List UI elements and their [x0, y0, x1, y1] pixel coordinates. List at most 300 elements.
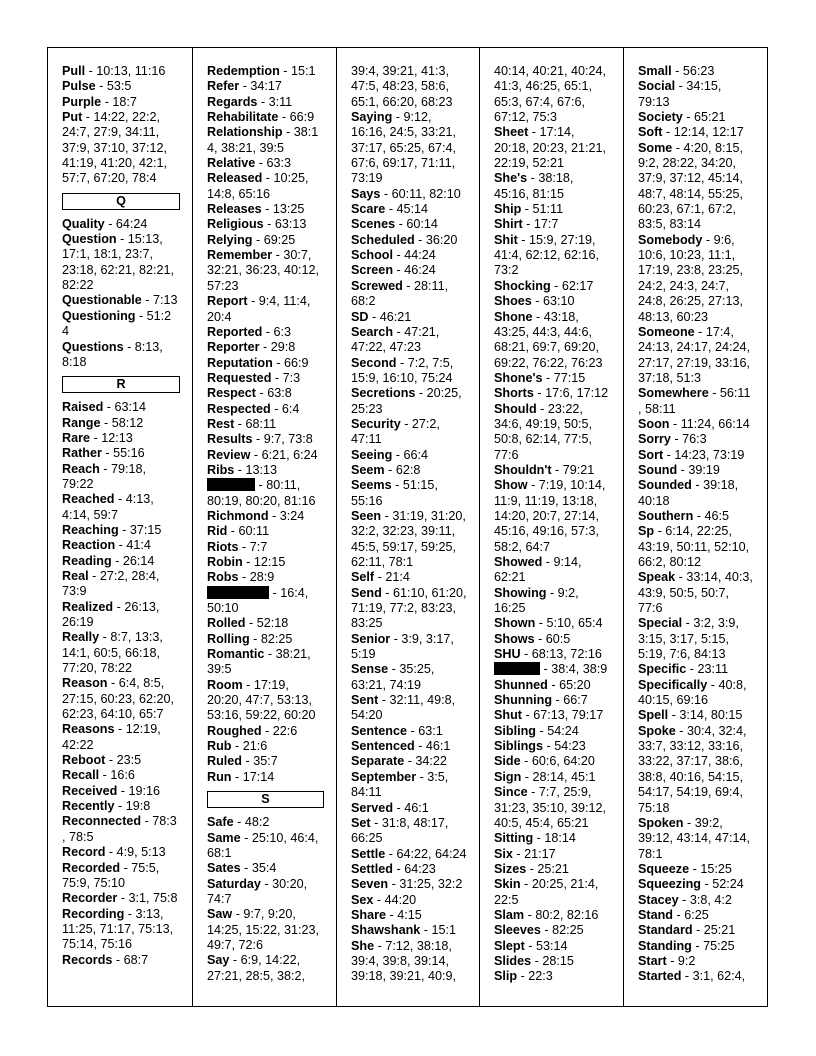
index-entry: Slept - 53:14 [494, 938, 568, 953]
index-term: Shunning [494, 693, 553, 708]
index-entry: Some - 4:20, 8:15, 9:2, 28:22, 34:20, 37:9, 37:12, 45:14, 48:7, 48:14, 55:25, 60:23, 67:1, 67:2, 83:5, 83:14 [638, 140, 744, 232]
index-term: Shows [494, 631, 535, 646]
page-line-refs: 3:9, 3:17, 5:19 [351, 631, 454, 662]
index-entry: Reconnected - 78:3 , 78:5 [62, 814, 177, 844]
page-line-refs: 44:24 [404, 248, 436, 263]
index-term: Requested [207, 370, 272, 385]
index-term: Small [638, 64, 672, 78]
index-entry: Safe - 48:2 [207, 815, 270, 830]
index-entry: Spell - 3:14, 80:15 [638, 708, 743, 723]
page-line-refs: 27:2, 47:11 [351, 416, 440, 447]
page-line-refs: 20:25, 21:4, 22:5 [494, 877, 599, 907]
index-term: Started [638, 969, 682, 984]
index-entry: Refer - 34:17 [207, 79, 282, 94]
index-term: Reach [62, 461, 100, 476]
index-term: Shunned [494, 677, 548, 692]
index-entry: Recently - 19:8 [62, 799, 151, 814]
index-entry: Shunning - 66:7 [494, 693, 588, 708]
index-entry: Releases - 13:25 [207, 202, 305, 217]
page-line-refs: 38:18, 45:16, 81:15 [494, 171, 574, 201]
index-term: Room [207, 677, 243, 692]
index-entry: Relative - 63:3 [207, 156, 292, 171]
index-entry: Relying - 69:25 [207, 232, 296, 247]
page-line-refs: 60:14 [406, 217, 438, 232]
index-entry: Raised - 63:14 [62, 400, 147, 415]
page-line-refs: 17:7 [533, 217, 559, 232]
page-line-refs: 3:2, 3:9, 3:15, 3:17, 5:15, 5:19, 7:6, 84:13 [638, 616, 739, 662]
page-line-refs: 60:11 [238, 524, 270, 539]
page-line-refs: 3:1, 62:4, [692, 969, 746, 984]
index-entry: Soon - 11:24, 66:14 [638, 416, 750, 431]
page-line-refs: 33:14, 40:3, 43:9, 50:5, 50:7, 77:6 [638, 570, 753, 616]
index-term: Reasons [62, 722, 115, 737]
index-term: Sex [351, 892, 374, 907]
index-entry: Romantic - 38:21, 39:5 [207, 647, 311, 677]
index-entry: Requested - 7:3 [207, 370, 301, 385]
index-page-frame [47, 47, 768, 1007]
index-entry: Specific - 23:11 [638, 662, 729, 677]
index-term: Shoes [494, 294, 532, 309]
index-entry: Questioning - 51:2 4 [62, 308, 172, 339]
page-line-refs: 82:25 [552, 923, 584, 938]
index-term: Releases [207, 202, 262, 217]
page-line-refs: 16:4, 50:10 [207, 585, 309, 616]
index-entry: Side - 60:6, 64:20 [494, 754, 595, 769]
page-line-refs: 39:4, 39:21, 41:3, 47:5, 48:23, 58:6, 65:1, 66:20, 68:23 [351, 64, 453, 109]
index-term: Reading [62, 553, 112, 568]
index-column-4 [480, 48, 624, 1006]
index-term: Shirt [494, 217, 523, 232]
index-entry: Robs - 28:9 [207, 570, 275, 585]
index-term: Range [62, 415, 101, 430]
index-entry: Seeing - 66:4 [351, 447, 429, 462]
index-term: Sorry [638, 432, 671, 447]
page-line-refs: 63:1 [418, 723, 443, 738]
index-term: Reboot [62, 753, 106, 768]
page-line-refs: 45:14 [396, 202, 429, 217]
page-line-refs: 15:25 [700, 861, 732, 876]
index-entry: Released - 10:25, 14:8, 65:16 [207, 171, 309, 201]
index-entry: Skin - 20:25, 21:4, 22:5 [494, 877, 599, 907]
index-term: Respect [207, 386, 256, 401]
index-entry: Reaching - 37:15 [62, 522, 162, 537]
index-term: Sentence [351, 723, 407, 738]
index-entry: Rather - 55:16 [62, 446, 145, 461]
index-entry: Respected - 6:4 [207, 401, 300, 416]
index-entry: Shown - 5:10, 65:4 [494, 616, 603, 631]
page-line-refs: 8:13, 8:18 [62, 339, 163, 369]
page-line-refs: 53:14 [536, 938, 568, 953]
index-entry: Record - 4:9, 5:13 [62, 845, 166, 860]
index-entry: Sign - 28:14, 45:1 [494, 769, 596, 784]
index-term: She's [494, 171, 528, 186]
index-term: Standing [638, 938, 692, 953]
page-line-refs: 58:12 [111, 415, 144, 430]
index-term: Seen [351, 508, 382, 523]
page-line-refs: 21:17 [524, 846, 556, 861]
page-line-refs: 41:4 [126, 538, 151, 553]
index-term: Religious [207, 217, 264, 232]
page-line-refs: 3:1, 75:8 [128, 891, 178, 906]
index-term: Showed [494, 555, 543, 569]
index-term: Sounded [638, 478, 692, 493]
index-entry: Showing - 9:2, 16:25 [494, 585, 579, 616]
page-line-refs: 9:7, 9:20, 14:25, 15:22, 31:23, 49:7, 72:6 [207, 907, 320, 952]
index-term: Shut [494, 708, 522, 723]
index-term: Say [207, 953, 230, 968]
index-term: Secretions [351, 386, 416, 401]
page-line-refs: 17:14, 20:18, 20:23, 21:21, 22:19, 52:21 [494, 125, 607, 171]
index-entry: Seven - 31:25, 32:2 [351, 877, 463, 892]
page-line-refs: 6:3 [273, 324, 291, 339]
page-line-refs: 28:9 [249, 570, 275, 585]
index-entry: Search - 47:21, 47:22, 47:23 [351, 324, 440, 355]
page-line-refs: 17:19, 20:20, 47:7, 53:13, 53:16, 59:22, 60:20 [207, 677, 316, 723]
index-entry: Small - 56:23 [638, 64, 715, 78]
index-entry: Rid - 60:11 [207, 524, 270, 539]
index-entry: Specifically - 40:8, 40:15, 69:16 [638, 677, 747, 708]
index-entry: Sp - 6:14, 22:25, 43:19, 50:11, 52:10, 66:2, 80:12 [638, 524, 750, 569]
index-term: Send [351, 585, 382, 600]
section-letter-r: R [62, 376, 180, 393]
index-term: Six [494, 846, 513, 861]
page-line-refs: 6:9, 14:22, 27:21, 28:5, 38:2, [207, 953, 306, 983]
index-entry: Settle - 64:22, 64:24 [351, 846, 467, 861]
index-entry: Say - 6:9, 14:22, 27:21, 28:5, 38:2, [207, 953, 306, 983]
page-line-refs: 4:20, 8:15, 9:2, 28:22, 34:20, 37:9, 37:12, 45:14, 48:7, 48:14, 55:25, 60:23, 67:1, 67:2, 83:5, 83:14 [638, 140, 744, 232]
index-entry: Says - 60:11, 82:10 [351, 186, 461, 201]
index-term: Speak [638, 570, 676, 585]
page-line-refs: 22:6 [272, 723, 298, 738]
index-term: Skin [494, 877, 521, 892]
index-entry: Saturday - 30:20, 74:7 [207, 876, 308, 906]
index-term: Served [351, 800, 394, 815]
index-term: Regards [207, 94, 258, 109]
page-line-refs: 66:9 [283, 355, 309, 370]
index-entry: Sizes - 25:21 [494, 861, 569, 876]
page-line-refs: 66:7 [563, 693, 588, 708]
page-line-refs: 53:5 [106, 79, 132, 94]
index-term: Quality [62, 216, 105, 231]
index-column-2 [193, 48, 337, 1006]
index-entry: - 80:11, 80:19, 80:20, 81:16 [207, 478, 316, 508]
index-entry: Someone - 17:4, 24:13, 24:17, 24:24, 27:17, 27:19, 33:16, 37:18, 51:3 [638, 324, 751, 385]
index-entry: Speak - 33:14, 40:3, 43:9, 50:5, 50:7, 77:6 [638, 570, 753, 616]
index-term: Set [351, 815, 371, 830]
page-line-refs: 36:20 [425, 232, 458, 247]
page-line-refs: 3:11 [268, 94, 293, 109]
index-entry: Report - 9:4, 11:4, 20:4 [207, 294, 311, 324]
page-line-refs: 38:1 4, 38:21, 39:5 [207, 125, 319, 155]
index-term: Respected [207, 401, 271, 416]
page-line-refs: 9:6, 10:6, 10:23, 11:1, 17:19, 23:8, 23:25, 24:2, 24:3, 24:7, 24:8, 26:25, 27:13, 48:13, 60:23 [638, 232, 744, 324]
index-term: Soon [638, 416, 670, 431]
index-entry: Screwed - 28:11, 68:2 [351, 278, 449, 309]
index-entry: Scheduled - 36:20 [351, 232, 458, 247]
index-term: Sibling [494, 723, 536, 738]
index-term: Seems [351, 478, 392, 493]
index-entry: Stacey - 3:8, 4:2 [638, 892, 732, 907]
page-line-refs: 9:2, 16:25 [494, 585, 579, 616]
index-term: Recall [62, 768, 100, 783]
index-entry: Purple - 18:7 [62, 94, 137, 109]
index-term: Recorder [62, 891, 118, 906]
index-entry: Stand - 6:25 [638, 907, 709, 922]
index-term: Squeezing [638, 877, 701, 892]
index-entry: Recall - 16:6 [62, 768, 135, 783]
page-line-refs: 79:18, 79:22 [62, 461, 147, 491]
index-term: Reason [62, 676, 108, 691]
index-term: Separate [351, 754, 405, 769]
index-term: Scenes [351, 217, 396, 232]
index-entry: Spoken - 39:2, 39:12, 43:14, 47:14, 78:1 [638, 815, 751, 861]
page-line-refs: 56:11 , 58:11 [638, 386, 751, 416]
index-entry: Really - 8:7, 13:3, 14:1, 60:5, 66:18, 77:20, 78:22 [62, 630, 163, 676]
page-line-refs: 12:13 [101, 430, 133, 445]
index-entry: Results - 9:7, 73:8 [207, 432, 313, 447]
page-line-refs: 51:2 4 [62, 308, 172, 339]
index-term: Roughed [207, 723, 262, 738]
page-line-refs: 63:13 [274, 217, 307, 232]
page-line-refs: 38:21, 39:5 [207, 647, 311, 677]
index-entry: Since - 7:7, 25:9, 31:23, 35:10, 39:12, 40:5, 45:4, 65:21 [494, 785, 607, 830]
page-line-refs: 4:9, 5:13 [116, 845, 166, 860]
page-line-refs: 65:21 [694, 110, 726, 125]
index-term: Reached [62, 492, 115, 507]
index-term: Released [207, 171, 263, 186]
page-line-refs: 21:6 [242, 739, 268, 754]
index-term: Spell [638, 708, 669, 723]
page-line-refs: 66:9 [289, 110, 315, 125]
index-term: Realized [62, 599, 114, 614]
index-entry: Rare - 12:13 [62, 430, 133, 445]
page-line-refs: 63:14 [114, 400, 147, 415]
index-term: Says [351, 186, 381, 201]
page-line-refs: 34:15, 79:13 [638, 79, 722, 109]
index-term: Seeing [351, 447, 393, 462]
index-term: Show [494, 478, 528, 493]
index-term: Scare [351, 202, 386, 217]
index-term: Stand [638, 907, 673, 922]
index-term: Spoke [638, 723, 676, 738]
index-entry: Relationship - 38:1 4, 38:21, 39:5 [207, 125, 319, 155]
page-line-refs: 28:11, 68:2 [351, 278, 449, 309]
page-line-refs: 18:14 [544, 831, 576, 846]
index-term: Settled [351, 861, 393, 876]
page-line-refs: 9:4, 11:4, 20:4 [207, 294, 311, 324]
index-term: Pulse [62, 79, 96, 94]
page-line-refs: 35:4 [251, 861, 277, 876]
page-line-refs: 4:13, 4:14, 59:7 [62, 492, 154, 522]
index-term: Sitting [494, 831, 534, 846]
page-line-refs: 21:4 [385, 570, 410, 585]
index-entry: Saying - 9:12, 16:16, 24:5, 33:21, 37:17, 65:25, 67:4, 67:6, 69:17, 71:11, 73:19 [351, 110, 457, 186]
page-line-refs: 47:21, 47:22, 47:23 [351, 324, 440, 355]
index-term: Real [62, 568, 89, 583]
index-entry: Standing - 75:25 [638, 938, 735, 953]
index-entry: Pull - 10:13, 11:16 [62, 64, 166, 78]
index-term: Shown [494, 616, 536, 631]
page-line-refs: 10:25, 14:8, 65:16 [207, 171, 309, 201]
index-term: Put [62, 110, 83, 125]
index-term: Somewhere [638, 386, 709, 401]
index-term: Results [207, 432, 253, 447]
page-line-refs: 5:10, 65:4 [546, 616, 603, 631]
index-term: Redemption [207, 64, 280, 78]
page-line-refs: 15:9, 27:19, 41:4, 62:12, 62:16, 73:2 [494, 232, 600, 278]
index-entry: Question - 15:13, 17:1, 18:1, 23:7, 23:18, 62:21, 82:21, 82:22 [62, 232, 175, 293]
index-term: Purple [62, 94, 102, 109]
index-entry: Sitting - 18:14 [494, 831, 576, 846]
page-line-refs: 12:19, 42:22 [62, 722, 161, 752]
index-entry: Set - 31:8, 48:17, 66:25 [351, 815, 449, 846]
index-term: Specific [638, 662, 687, 677]
page-line-refs: 3:8, 4:2 [689, 892, 732, 907]
index-term: Sizes [494, 861, 527, 876]
index-term: Side [494, 754, 521, 769]
index-entry: Society - 65:21 [638, 110, 726, 125]
index-entry: Reasons - 12:19, 42:22 [62, 722, 161, 752]
index-entry: Received - 19:16 [62, 783, 161, 798]
index-entry: Should - 23:22, 34:6, 49:19, 50:5, 50:8, 62:14, 77:5, 77:6 [494, 401, 593, 462]
page-line-refs: 75:25 [703, 938, 735, 953]
index-term: Safe [207, 815, 234, 830]
page-line-refs: 9:2 [677, 953, 696, 968]
index-term: Shawshank [351, 923, 421, 938]
index-entry: Security - 27:2, 47:11 [351, 416, 440, 447]
index-term: Special [638, 616, 683, 631]
page-line-refs: 64:24 [115, 216, 148, 231]
page-line-refs: 63:3 [266, 156, 292, 171]
index-entry: Sex - 44:20 [351, 892, 417, 907]
index-entry: Screen - 46:24 [351, 263, 436, 278]
index-term: Sent [351, 693, 379, 708]
index-entry: Settled - 64:23 [351, 861, 436, 876]
page-line-refs: 52:24 [712, 877, 744, 892]
index-entry: SD - 46:21 [351, 309, 412, 324]
index-term: Rid [207, 524, 228, 539]
index-term: Share [351, 907, 387, 922]
index-entry: Rest - 68:11 [207, 416, 277, 431]
page-line-refs: 51:15, 55:16 [351, 478, 438, 508]
index-entry: Seems - 51:15, 55:16 [351, 478, 438, 508]
page-line-refs: 7:13 [152, 293, 178, 308]
index-entry: Regards - 3:11 [207, 94, 293, 109]
page-line-refs: 62:8 [395, 462, 421, 477]
page-line-refs: 11:24, 66:14 [680, 416, 750, 431]
page-line-refs: 19:16 [128, 783, 161, 798]
index-term: Rehabilitate [207, 110, 279, 125]
page-line-refs: 28:15 [542, 953, 574, 968]
index-term: Reputation [207, 355, 273, 370]
index-term: Riots [207, 539, 239, 554]
index-term: Questionable [62, 293, 142, 308]
page-line-refs: 80:11, 80:19, 80:20, 81:16 [207, 478, 316, 508]
redaction-bar [207, 478, 255, 491]
redaction-bar [207, 586, 269, 599]
index-entry: Reaction - 41:4 [62, 538, 151, 553]
page-line-refs: 30:20, 74:7 [207, 876, 308, 906]
index-term: September [351, 769, 417, 784]
index-entry: Seen - 31:19, 31:20, 32:2, 32:23, 39:11, 45:5, 59:17, 59:25, 62:11, 78:1 [351, 508, 466, 569]
index-entry: Review - 6:21, 6:24 [207, 447, 318, 462]
index-term: Rolled [207, 616, 246, 631]
index-term: Reaction [62, 538, 116, 553]
index-term: Rather [62, 446, 102, 461]
index-entry: Shouldn't - 79:21 [494, 462, 595, 477]
index-term: Slam [494, 907, 525, 922]
index-term: Reconnected [62, 814, 142, 829]
index-term: Sp [638, 524, 655, 539]
page-line-refs: 19:8 [125, 799, 151, 814]
page-line-refs: 78:3 , 78:5 [62, 814, 177, 844]
index-term: Saying [351, 110, 393, 125]
index-term: Security [351, 416, 401, 431]
index-term: Slides [494, 953, 532, 968]
index-entry: Questions - 8:13, 8:18 [62, 339, 163, 369]
page-line-refs: 25:10, 46:4, 68:1 [207, 830, 319, 860]
index-entry: Realized - 26:13, 26:19 [62, 599, 160, 629]
index-term: Pull [62, 64, 86, 78]
index-term: Recorded [62, 860, 121, 875]
index-entry: Reason - 6:4, 8:5, 27:15, 60:23, 62:20, 62:23, 64:10, 65:7 [62, 676, 175, 722]
index-entry: Ribs - 13:13 [207, 462, 278, 477]
index-term: Shouldn't [494, 462, 552, 477]
index-term: Some [638, 140, 673, 155]
page-line-refs: 13:13 [245, 462, 278, 477]
index-term: Reaching [62, 522, 119, 537]
page-line-refs: 43:18, 43:25, 44:3, 44:6, 68:21, 69:7, 69:20, 69:22, 76:22, 76:23 [494, 309, 603, 370]
page-line-refs: 52:18 [256, 616, 289, 631]
index-term: Records [62, 952, 113, 967]
index-entry: Robin - 12:15 [207, 555, 286, 569]
index-term: Shone [494, 309, 533, 324]
index-term: Sheet [494, 125, 529, 140]
redaction-bar [494, 662, 540, 675]
index-term: Sentenced [351, 739, 415, 754]
page-line-refs: 44:20 [384, 892, 417, 907]
index-term: Rare [62, 430, 91, 445]
index-entry: Saw - 9:7, 9:20, 14:25, 15:22, 31:23, 49:7, 72:6 [207, 907, 320, 952]
index-term: Questioning [62, 308, 136, 323]
index-entry: Second - 7:2, 7:5, 15:9, 16:10, 75:24 [351, 355, 454, 385]
index-entry: Sates - 35:4 [207, 861, 277, 876]
page-line-refs: 9:14, 62:21 [494, 555, 582, 585]
page-line-refs: 3:5, 84:11 [351, 769, 449, 800]
index-entry: Sounded - 39:18, 40:18 [638, 478, 739, 508]
page-line-refs: 12:15 [253, 555, 286, 569]
index-entry: She's - 38:18, 45:16, 81:15 [494, 171, 574, 201]
page-line-refs: 23:11 [697, 662, 729, 677]
index-entry: Shit - 15:9, 27:19, 41:4, 62:12, 62:16, 73:2 [494, 232, 600, 278]
page-line-refs: 38:4, 38:9 [551, 662, 608, 677]
page-line-refs: 31:25, 32:2 [399, 877, 463, 892]
index-term: Should [494, 401, 537, 416]
index-term: Relationship [207, 125, 283, 140]
index-entry: Shone's - 77:15 [494, 370, 586, 385]
index-entry: Six - 21:17 [494, 846, 556, 861]
index-term: SHU [494, 647, 521, 662]
index-entry: Sort - 14:23, 73:19 [638, 447, 745, 462]
index-entry: Roughed - 22:6 [207, 723, 298, 738]
page-line-refs: 13:25 [272, 202, 305, 217]
index-entry: Slip - 22:3 [494, 969, 553, 984]
index-entry: Shunned - 65:20 [494, 677, 591, 692]
index-entry: Self - 21:4 [351, 570, 410, 585]
index-entry [351, 64, 473, 110]
index-term: Ship [494, 202, 522, 217]
page-line-refs: 22:3 [528, 969, 553, 984]
